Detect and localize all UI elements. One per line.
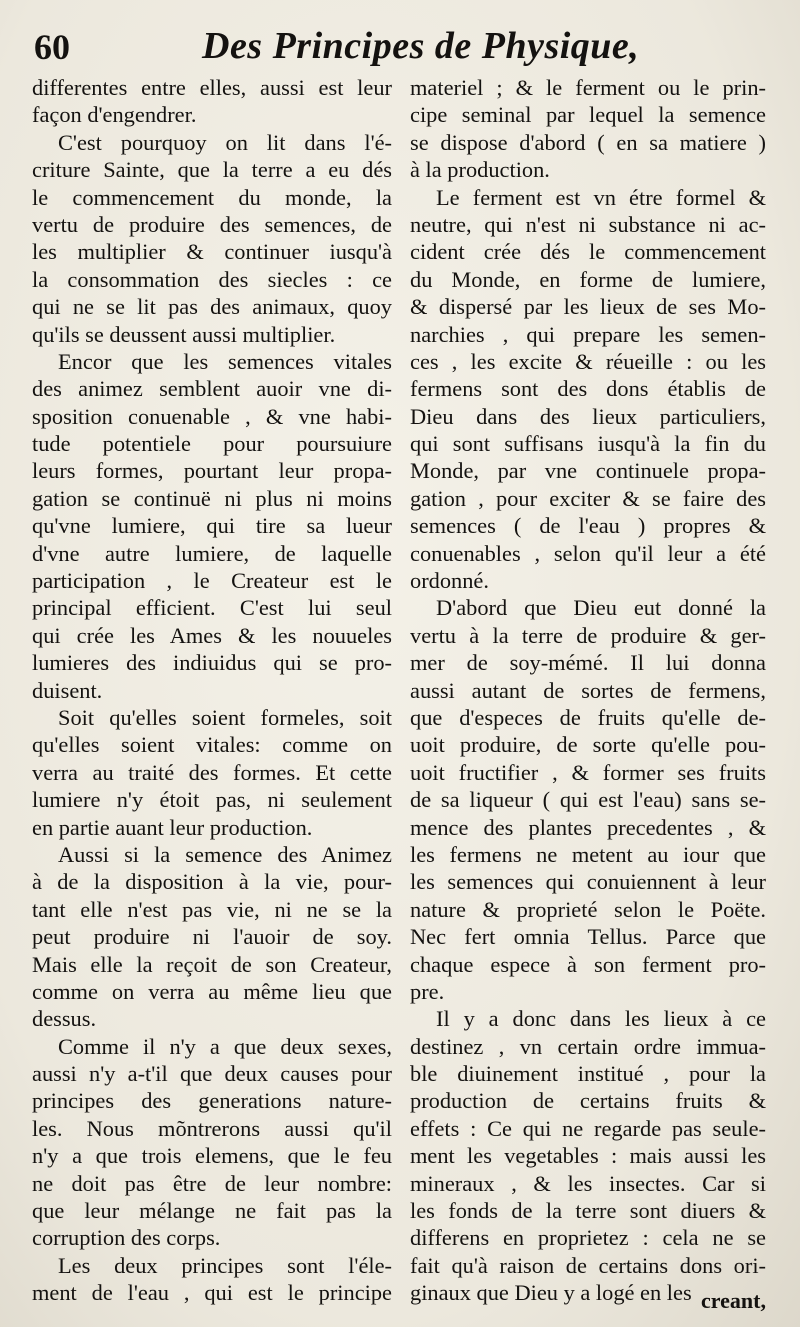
text-line: pre. xyxy=(410,978,445,1004)
text-line: differentes entre elles, aussi est leur xyxy=(32,75,392,100)
text-line: qu'ils se deussent aussi multiplier. xyxy=(32,321,336,347)
text-line: uoit produire, de sorte qu'elle pou- xyxy=(410,732,766,758)
text-line: façon d'engendrer. xyxy=(32,102,197,128)
text-line: les fermens ne metent au iour que xyxy=(410,841,766,867)
text-line: de sa liqueur ( qui est l'eau) sans se- xyxy=(410,787,766,813)
text-line: chaque espece à son ferment pro- xyxy=(410,951,766,977)
text-line: les semences qui conuiennent à leur xyxy=(410,869,766,895)
text-line: production de certains fruits & xyxy=(410,1088,766,1114)
running-title: Des Principes de Physique, xyxy=(202,25,640,67)
text-line: du Monde, en forme de lumiere, xyxy=(410,266,766,292)
text-line: principal efficient. C'est lui seul xyxy=(32,595,392,621)
text-line: gation , pour exciter & se faire des xyxy=(410,485,766,511)
text-line: narchies , qui prepare les semen- xyxy=(410,321,766,347)
text-line: la consommation des siecles : ce xyxy=(32,266,392,292)
text-line: qui crée les Ames & les nouueles xyxy=(32,622,392,648)
text-line: à de la disposition à la vie, pour- xyxy=(32,869,392,895)
text-line: le commencement du monde, la xyxy=(32,184,392,210)
text-line: tude potentiele pour poursuiure xyxy=(32,431,392,457)
page-number: 60 xyxy=(34,27,70,67)
text-line: Les deux principes sont l'éle- xyxy=(58,1252,392,1278)
text-line: qui ne se lit pas des animaux, quoy xyxy=(32,294,392,320)
text-line: Monde, par vne continuele propa- xyxy=(410,458,766,484)
text-line: aussi autant de sortes de fermens, xyxy=(410,677,766,703)
text-line: les fonds de la terre sont diuers & xyxy=(410,1198,766,1224)
text-line: tant elle n'est pas vie, ni ne se la xyxy=(32,896,392,922)
text-line: que d'especes de fruits qu'elle de- xyxy=(410,704,766,730)
text-line: principes des generations nature- xyxy=(32,1088,392,1114)
text-line: dessus. xyxy=(32,1006,97,1032)
text-line: lumieres des indiuidus qui se pro- xyxy=(32,650,392,676)
text-line: les. Nous mõntrerons aussi qu'il xyxy=(32,1115,392,1141)
text-line: d'vne autre lumiere, de laquelle xyxy=(32,540,392,566)
text-line: Mais elle la reçoit de son Createur, xyxy=(32,951,392,977)
text-line: leurs formes, pourtant leur propa- xyxy=(32,458,392,484)
text-line: differens en proprietez : cela ne se xyxy=(410,1225,766,1251)
text-line: corruption des corps. xyxy=(32,1225,221,1251)
text-line: lumiere n'y étoit pas, ni seulement xyxy=(32,787,392,813)
text-line: vertu à la terre de produire & ger- xyxy=(410,622,766,648)
text-line: duisent. xyxy=(32,677,103,703)
text-line: qu'vne lumiere, qui tire sa lueur xyxy=(32,513,392,539)
text-line: ment les vegetables : mais aussi les xyxy=(410,1143,766,1169)
left-text-column xyxy=(32,74,392,1307)
text-line: ordonné. xyxy=(410,568,489,594)
text-line: uoit fructifier , & former ses fruits xyxy=(410,759,766,785)
text-line: qui sont suffisans iusqu'à la fin du xyxy=(410,431,766,457)
text-line: C'est pourquoy on lit dans l'é- xyxy=(58,129,392,155)
text-line: Il y a donc dans les lieux à ce xyxy=(436,1006,766,1032)
text-line: peut produire ni l'auoir de soy. xyxy=(32,924,392,950)
text-line: Le ferment est vn étre formel & xyxy=(436,184,766,210)
right-text-column xyxy=(410,74,766,1307)
catchword: creant, xyxy=(701,1288,766,1313)
text-line: ment de l'eau , qui est le principe xyxy=(32,1280,392,1306)
text-line: les multiplier & continuer iusqu'à xyxy=(32,239,392,265)
text-line: conuenables , selon qu'il leur a été xyxy=(410,540,766,566)
text-line: en partie auant leur production. xyxy=(32,814,313,840)
page-header xyxy=(30,22,770,72)
text-line: participation , le Createur est le xyxy=(32,568,392,594)
text-line: fermens sont des dons établis de xyxy=(410,376,766,402)
text-line: neutre, qui n'est ni substance ni ac- xyxy=(410,211,766,237)
text-line: mineraux , & les insectes. Car si xyxy=(410,1170,766,1196)
text-line: mence des plantes precedentes , & xyxy=(410,814,766,840)
text-line: sposition conuenable , & vne habi- xyxy=(32,403,392,429)
text-line: n'y a que trois elemens, que le feu xyxy=(32,1143,392,1169)
text-line: aussi n'y a-t'il que deux causes pour xyxy=(32,1061,392,1087)
text-line: des animez semblent auoir vne di- xyxy=(32,376,392,402)
text-line: Dieu dans des lieux particuliers, xyxy=(410,403,766,429)
text-line: ne doit pas être de leur nombre: xyxy=(32,1170,392,1196)
text-line: nature & proprieté selon le Poëte. xyxy=(410,896,766,922)
text-line: Comme il n'y a que deux sexes, xyxy=(58,1033,392,1059)
text-line: ginaux que Dieu y a logé en les xyxy=(410,1280,692,1306)
text-line: cipe seminal par lequel la semence xyxy=(410,102,766,128)
text-line: destinez , vn certain ordre immua- xyxy=(410,1033,766,1059)
text-line: fait qu'à raison de certains dons ori- xyxy=(410,1252,766,1278)
text-line: Aussi si la semence des Animez xyxy=(58,841,392,867)
text-line: Encor que les semences vitales xyxy=(58,348,392,374)
text-line: semences ( de l'eau ) propres & xyxy=(410,513,766,539)
text-line: qu'elles soient vitales: comme on xyxy=(32,732,392,758)
text-line: ble diuinement institué , pour la xyxy=(410,1061,766,1087)
text-line: materiel ; & le ferment ou le prin- xyxy=(410,75,766,100)
text-line: que leur mélange ne fait pas la xyxy=(32,1198,392,1224)
text-line: D'abord que Dieu eut donné la xyxy=(436,595,766,621)
text-line: Nec fert omnia Tellus. Parce que xyxy=(410,924,766,950)
text-line: à la production. xyxy=(410,157,550,183)
text-line: effets : Ce qui ne regarde pas seule- xyxy=(410,1115,766,1141)
text-line: cident crée dés le commencement xyxy=(410,239,766,265)
text-line: comme on verra au même lieu que xyxy=(32,978,392,1004)
text-line: gation se continuë ni plus ni moins xyxy=(32,485,392,511)
text-line: & dispersé par les lieux de ses Mo- xyxy=(410,294,766,320)
text-line: Soit qu'elles soient formeles, soit xyxy=(58,704,392,730)
text-line: ces , les excite & réueille : ou les xyxy=(410,348,766,374)
text-line: se dispose d'abord ( en sa matiere ) xyxy=(410,129,766,155)
text-line: verra au traité des formes. Et cette xyxy=(32,759,392,785)
text-line: criture Sainte, que la terre a eu dés xyxy=(32,157,392,183)
text-line: vertu de produire des semences, de xyxy=(32,211,392,237)
text-line: mer de soy-mémé. Il lui donna xyxy=(410,650,766,676)
